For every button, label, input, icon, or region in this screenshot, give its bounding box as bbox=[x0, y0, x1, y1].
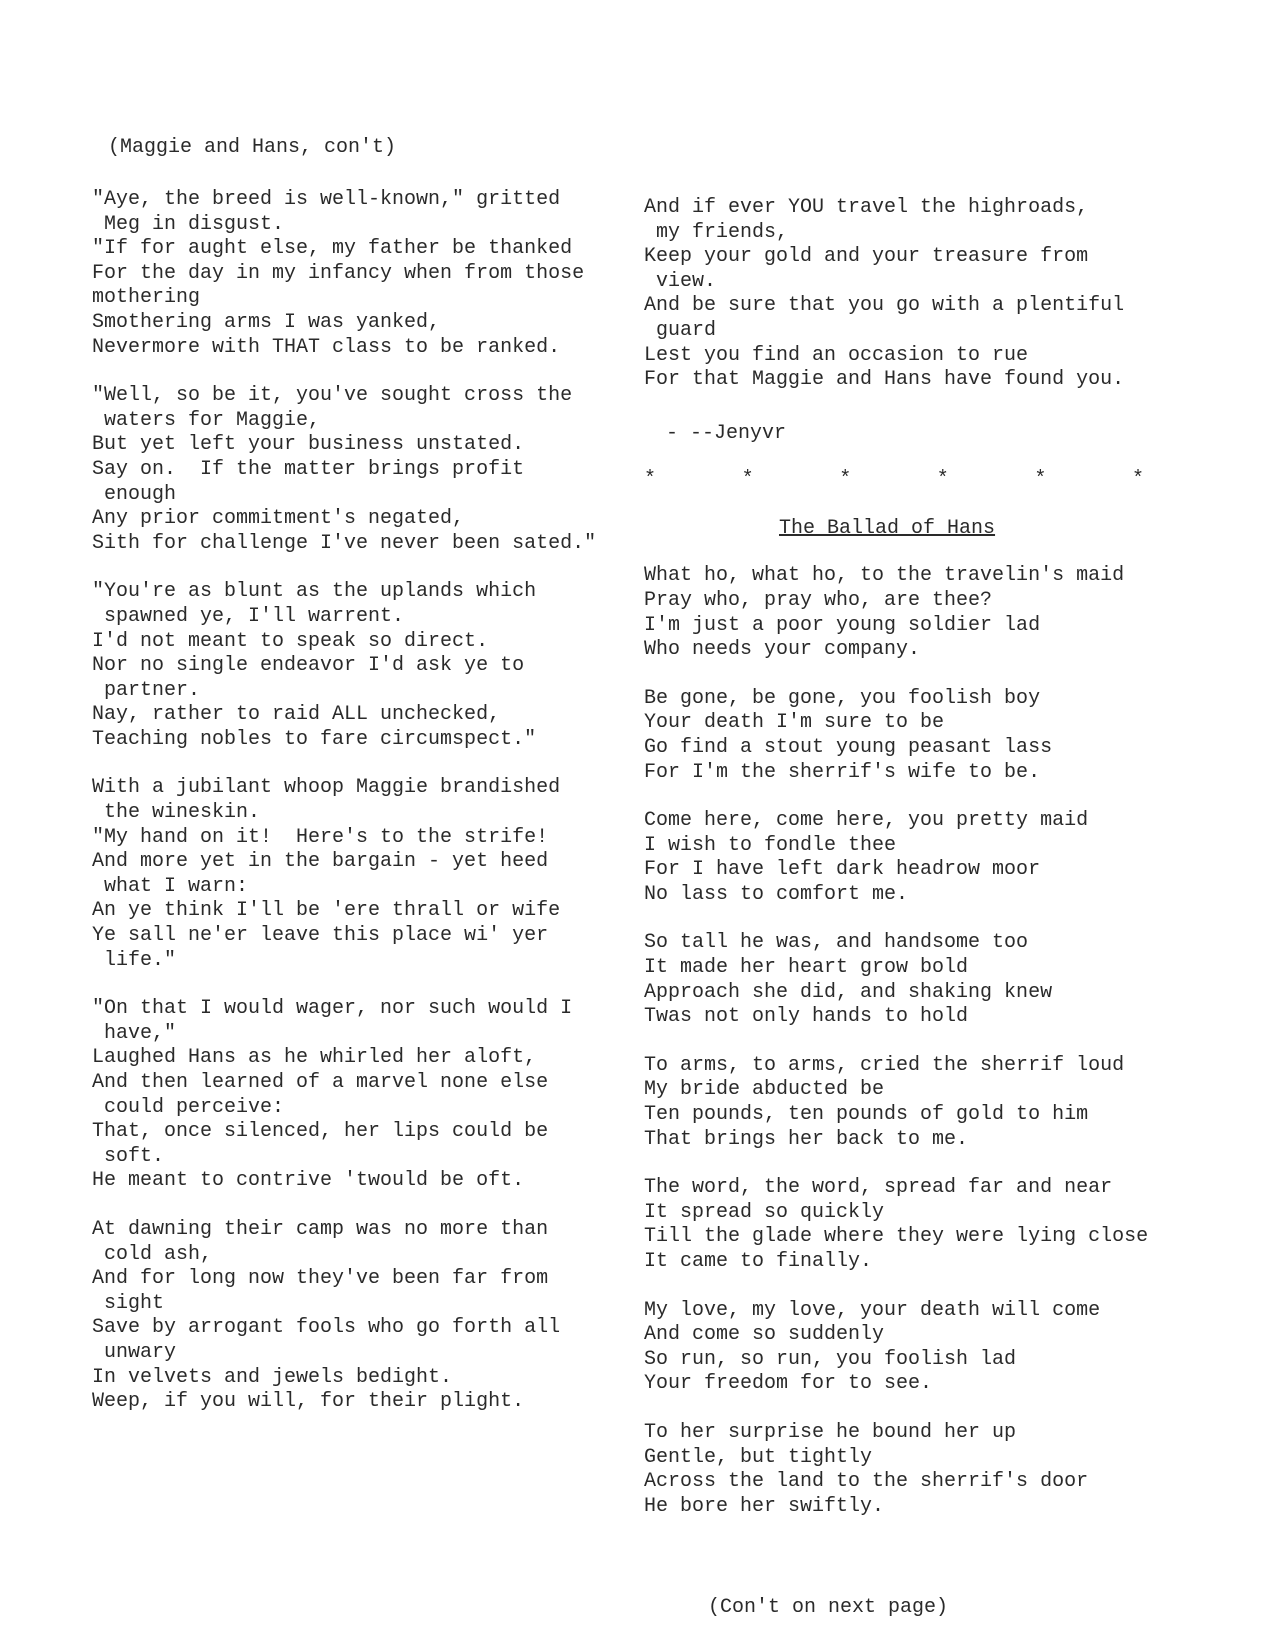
poem-line: To arms, to arms, cried the sherrif loud bbox=[644, 1053, 1125, 1077]
poem-line: Twas not only hands to hold bbox=[644, 1005, 969, 1029]
poem-line: Meg in disgust. bbox=[104, 212, 285, 236]
poem-line: Save by arrogant fools who go forth all bbox=[92, 1316, 561, 1340]
poem-line: sight bbox=[104, 1291, 165, 1315]
poem-line: Gentle, but tightly bbox=[644, 1445, 873, 1469]
poem-line: soft. bbox=[104, 1144, 165, 1168]
poem-line: He meant to contrive 'twould be oft. bbox=[92, 1169, 525, 1193]
continued-note: (Con't on next page) bbox=[708, 1596, 949, 1619]
poem-line: At dawning their camp was no more than bbox=[92, 1217, 549, 1241]
poem-line: And for long now they've been far from bbox=[92, 1267, 549, 1291]
poem-line: cold ash, bbox=[104, 1242, 213, 1266]
poem-line: my friends, bbox=[656, 220, 789, 244]
poem-line: Any prior commitment's negated, bbox=[92, 507, 465, 531]
poem-line: In velvets and jewels bedight. bbox=[92, 1365, 453, 1389]
ballad-stanza bbox=[644, 564, 1184, 662]
divider-star: * bbox=[839, 468, 852, 492]
poem-line: "Aye, the breed is well-known," gritted bbox=[92, 188, 561, 211]
poem-line: "My hand on it! Here's to the strife! bbox=[92, 825, 549, 849]
ballad-stanza bbox=[644, 1299, 1184, 1397]
poem-line: the wineskin. bbox=[104, 801, 261, 825]
poem-line: My love, my love, your death will come bbox=[644, 1298, 1101, 1322]
poem-line: With a jubilant whoop Maggie brandished bbox=[92, 776, 561, 800]
poem-line: And be sure that you go with a plentiful bbox=[644, 294, 1125, 318]
poem-line: Sith for challenge I've never been sated." bbox=[92, 531, 597, 555]
poem-line: Across the land to the sherrif's door bbox=[644, 1470, 1089, 1494]
poem-line: have," bbox=[104, 1021, 177, 1045]
stanza bbox=[92, 1218, 622, 1415]
poem-line: "Well, so be it, you've sought cross the bbox=[92, 384, 573, 408]
stanza bbox=[92, 580, 622, 752]
poem-line: could perceive: bbox=[104, 1095, 285, 1119]
poem-line: I'd not meant to speak so direct. bbox=[92, 629, 489, 653]
right-column bbox=[644, 196, 1184, 1543]
poem-line: Go find a stout young peasant lass bbox=[644, 735, 1053, 759]
poem-line: To her surprise he bound her up bbox=[644, 1420, 1017, 1444]
poem-line: For I'm the sherrif's wife to be. bbox=[644, 760, 1041, 784]
poem-line: Come here, come here, you pretty maid bbox=[644, 809, 1089, 833]
poem-line: I wish to fondle thee bbox=[644, 833, 897, 857]
divider-star: * bbox=[1034, 468, 1047, 492]
poem-line: Approach she did, and shaking knew bbox=[644, 980, 1053, 1004]
poem-line: Who needs your company. bbox=[644, 638, 921, 662]
poem-line: Keep your gold and your treasure from bbox=[644, 245, 1089, 269]
ballad-title: The Ballad of Hans bbox=[779, 517, 996, 541]
author-signature: - --Jenyvr bbox=[666, 421, 787, 445]
poem-line: "You're as blunt as the uplands which bbox=[92, 580, 537, 604]
poem-line: view. bbox=[656, 269, 717, 293]
page-header: (Maggie and Hans, con't) bbox=[108, 136, 397, 159]
poem-line: Smothering arms I was yanked, bbox=[92, 310, 441, 334]
poem-line: Nevermore with THAT class to be ranked. bbox=[92, 335, 561, 359]
poem-line: "On that I would wager, nor such would I bbox=[92, 997, 573, 1021]
poem-line: So tall he was, and handsome too bbox=[644, 931, 1029, 955]
poem-line: Your freedom for to see. bbox=[644, 1372, 933, 1396]
poem-line: Teaching nobles to fare circumspect." bbox=[92, 727, 537, 751]
poem-line: Say on. If the matter brings profit bbox=[92, 457, 525, 481]
ballad-stanza bbox=[644, 1054, 1184, 1152]
ballad-stanza bbox=[644, 687, 1184, 785]
poem-line: And if ever YOU travel the highroads, bbox=[644, 196, 1089, 219]
poem-line: And more yet in the bargain - yet heed bbox=[92, 850, 549, 874]
divider-star: * bbox=[1131, 468, 1144, 492]
poem-line: That, once silenced, her lips could be bbox=[92, 1120, 549, 1144]
poem-line: For that Maggie and Hans have found you. bbox=[644, 368, 1125, 392]
divider-star: * bbox=[644, 468, 657, 492]
poem-line: Pray who, pray who, are thee? bbox=[644, 588, 993, 612]
poem-line: life." bbox=[104, 948, 177, 972]
poem-line: I'm just a poor young soldier lad bbox=[644, 613, 1041, 637]
divider-star: * bbox=[936, 468, 949, 492]
poem-line: But yet left your business unstated. bbox=[92, 433, 525, 457]
poem-line: mothering bbox=[92, 286, 201, 310]
poem-line: And come so suddenly bbox=[644, 1323, 885, 1347]
poem-line: Nay, rather to raid ALL unchecked, bbox=[92, 703, 501, 727]
poem-line: Nor no single endeavor I'd ask ye to bbox=[92, 654, 525, 678]
poem-line: guard bbox=[656, 318, 717, 342]
left-column bbox=[92, 188, 622, 1439]
stanza bbox=[92, 188, 622, 360]
poem-line: Lest you find an occasion to rue bbox=[644, 343, 1029, 367]
poem-line: Ye sall ne'er leave this place wi' yer bbox=[92, 924, 549, 948]
poem-line: He bore her swiftly. bbox=[644, 1494, 885, 1518]
stanza bbox=[92, 384, 622, 556]
poem-line: So run, so run, you foolish lad bbox=[644, 1347, 1017, 1371]
ballad-stanza bbox=[644, 1421, 1184, 1519]
poem-line: Till the glade where they were lying close bbox=[644, 1225, 1149, 1249]
poem-line: What ho, what ho, to the travelin's maid bbox=[644, 564, 1125, 588]
poem-line: enough bbox=[104, 482, 177, 506]
poem-line: Your death I'm sure to be bbox=[644, 711, 945, 735]
poem-line: That brings her back to me. bbox=[644, 1127, 969, 1151]
poem-line: Be gone, be gone, you foolish boy bbox=[644, 686, 1041, 710]
poem-line: It made her heart grow bold bbox=[644, 956, 969, 980]
poem-line: And then learned of a marvel none else bbox=[92, 1071, 549, 1094]
poem-line: My bride abducted be bbox=[644, 1078, 885, 1102]
poem-line: unwary bbox=[104, 1340, 177, 1364]
ballad-body bbox=[644, 564, 1184, 1519]
poem-line: It came to finally. bbox=[644, 1250, 873, 1273]
poem-line: For I have left dark headrow moor bbox=[644, 858, 1041, 882]
poem-line: waters for Maggie, bbox=[104, 408, 321, 432]
divider-star: * bbox=[741, 468, 754, 492]
closing-stanza bbox=[644, 196, 1184, 393]
section-divider bbox=[644, 468, 1144, 491]
stanza bbox=[92, 997, 622, 1194]
poem-line: Laughed Hans as he whirled her aloft, bbox=[92, 1046, 537, 1070]
poem-line: Ten pounds, ten pounds of gold to him bbox=[644, 1103, 1089, 1127]
poem-line: partner. bbox=[104, 678, 201, 702]
poem-line: what I warn: bbox=[104, 874, 249, 898]
poem-line: spawned ye, I'll warrent. bbox=[104, 604, 405, 628]
ballad-stanza bbox=[644, 931, 1184, 1029]
stanza bbox=[92, 776, 622, 973]
poem-line: It spread so quickly bbox=[644, 1200, 885, 1224]
poem-line: For the day in my infancy when from those bbox=[92, 261, 585, 285]
poem-line: The word, the word, spread far and near bbox=[644, 1176, 1113, 1200]
poem-line: An ye think I'll be 'ere thrall or wife bbox=[92, 899, 561, 923]
poem-line: No lass to comfort me. bbox=[644, 882, 909, 906]
poem-line: "If for aught else, my father be thanked bbox=[92, 237, 573, 261]
ballad-stanza bbox=[644, 809, 1184, 907]
poem-line: Weep, if you will, for their plight. bbox=[92, 1390, 525, 1414]
ballad-stanza bbox=[644, 1176, 1184, 1274]
